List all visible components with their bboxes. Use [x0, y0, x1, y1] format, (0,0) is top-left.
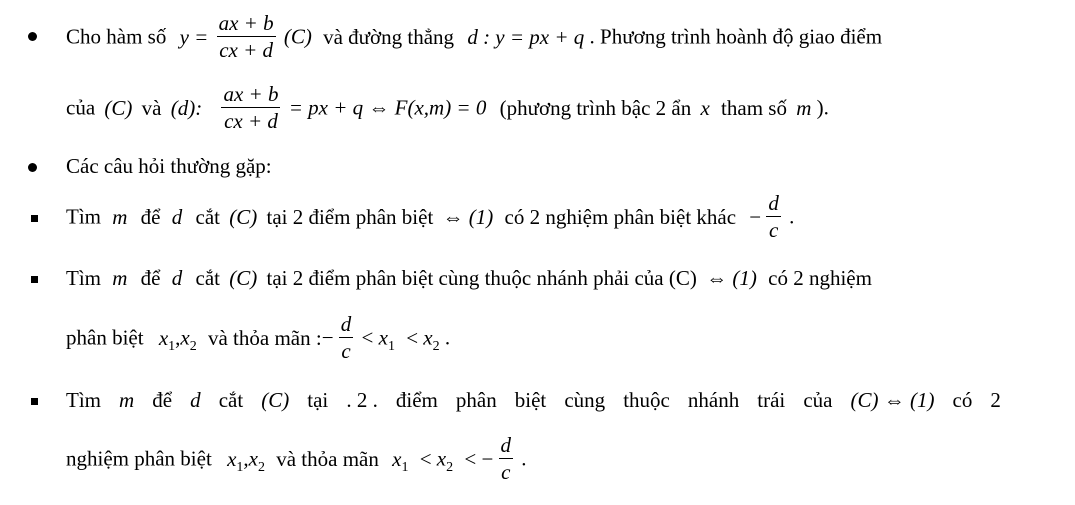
subscript: 1 [236, 459, 244, 475]
math: x [436, 446, 447, 471]
text: và [141, 95, 162, 120]
math: < [419, 446, 432, 471]
math: x [378, 325, 388, 350]
item-5-line-1 [66, 390, 1001, 411]
math: x [392, 446, 402, 471]
fraction-numerator: ax + b [221, 81, 280, 108]
subscript: 2 [432, 338, 440, 354]
fraction [217, 10, 276, 64]
text: biệt [514, 388, 547, 412]
math: m [796, 95, 812, 120]
math: d [171, 266, 183, 290]
text: phân biệt [66, 325, 144, 350]
text: phân [455, 388, 497, 412]
math: = px + q ⇔ F(x,m) = 0 [288, 95, 487, 120]
bullet-dot [28, 163, 37, 172]
text: . 2 . [346, 388, 378, 412]
math: < [361, 325, 374, 350]
item-1-line-1 [66, 12, 882, 66]
text: Tìm [66, 388, 101, 412]
fraction-denominator: cx + d [224, 109, 278, 134]
text: và đường thẳng [323, 24, 455, 49]
fraction [339, 311, 354, 365]
text: cắt [195, 204, 220, 229]
item-4-line-2 [66, 313, 450, 367]
math: ⇔ (1) [442, 204, 494, 229]
math: < − [464, 446, 494, 471]
text: và thỏa mãn : [207, 325, 322, 350]
text: (phương trình bậc 2 ẩn [499, 95, 692, 120]
text: để [140, 266, 161, 290]
math: d [190, 388, 201, 412]
math: x [227, 446, 237, 471]
fraction [766, 190, 781, 244]
text: Tìm [66, 204, 101, 229]
math: m [119, 388, 135, 412]
subscript: 2 [446, 459, 454, 475]
item-1-line-2 [66, 83, 829, 137]
item-4-line-1 [66, 268, 872, 289]
fraction-denominator: c [768, 218, 779, 243]
text: . [444, 325, 451, 350]
bullet-square [31, 276, 38, 283]
math: d : y = px + q [467, 24, 585, 49]
bullet-square [31, 215, 38, 222]
math: (C) ⇔ (1) [850, 388, 935, 412]
text: ). [816, 95, 829, 120]
subscript: 1 [401, 459, 409, 475]
math: (C) [104, 95, 133, 120]
math: (C) [261, 388, 290, 412]
math: (C) [229, 204, 258, 229]
math: − [749, 204, 762, 229]
text: Cho hàm số [66, 24, 167, 49]
bullet-square [31, 398, 38, 405]
text: . [521, 446, 527, 471]
math: m [112, 266, 128, 290]
text: Các câu hỏi thường gặp: [66, 154, 272, 178]
fraction [499, 432, 514, 486]
text: của [803, 388, 833, 412]
math: < [406, 325, 419, 350]
text: tham số [721, 95, 787, 120]
fraction-denominator: cx + d [219, 38, 273, 63]
subscript: 2 [189, 338, 197, 354]
text: , [243, 446, 249, 471]
fraction-numerator: d [499, 432, 514, 459]
text: điểm [395, 388, 438, 412]
item-2-line [66, 156, 272, 177]
text: . [789, 204, 795, 229]
text: trái [757, 388, 786, 412]
math: d [171, 204, 183, 229]
text: . Phương trình hoành độ giao điểm [589, 24, 883, 49]
text: cắt [195, 266, 220, 290]
math: x [423, 325, 433, 350]
text: tại 2 điểm phân biệt [266, 204, 434, 229]
fraction [221, 81, 280, 135]
text: , [175, 325, 181, 350]
math: x [158, 325, 169, 350]
text: Tìm [66, 266, 101, 290]
math: (C) [283, 24, 312, 49]
text: nhánh [687, 388, 740, 412]
math: y = [179, 24, 209, 49]
text: cắt [218, 388, 244, 412]
subscript: 1 [168, 338, 176, 354]
math: x [180, 325, 190, 350]
fraction-denominator: c [341, 339, 351, 364]
subscript: 1 [387, 338, 395, 354]
item-3-line [66, 192, 794, 246]
fraction-numerator: d [339, 311, 354, 338]
text: có [952, 388, 973, 412]
fraction-numerator: ax + b [217, 10, 276, 37]
subscript: 2 [257, 459, 265, 475]
fraction-numerator: d [766, 190, 781, 217]
text: cùng [564, 388, 606, 412]
math: x [248, 446, 258, 471]
text: của [66, 95, 96, 120]
math: (d): [170, 95, 203, 120]
math: m [112, 204, 128, 229]
math: x [700, 95, 710, 120]
text: 2 [990, 388, 1001, 412]
text: và thỏa mãn [276, 446, 379, 471]
text: tại 2 điểm phân biệt cùng thuộc nhánh phải của (C) [266, 266, 697, 290]
text: có 2 nghiệm [768, 266, 872, 290]
text: nghiệm phân biệt [66, 446, 212, 471]
item-5-line-2 [66, 434, 527, 488]
fraction-denominator: c [501, 460, 511, 485]
text: có 2 nghiệm phân biệt khác [504, 204, 737, 229]
text: để [140, 204, 161, 229]
math: (C) [229, 266, 258, 290]
math: − [321, 325, 334, 350]
text: để [152, 388, 173, 412]
text: tại [307, 388, 329, 412]
text: thuộc [623, 388, 670, 412]
math: ⇔ (1) [706, 266, 757, 290]
bullet-dot [28, 32, 37, 41]
